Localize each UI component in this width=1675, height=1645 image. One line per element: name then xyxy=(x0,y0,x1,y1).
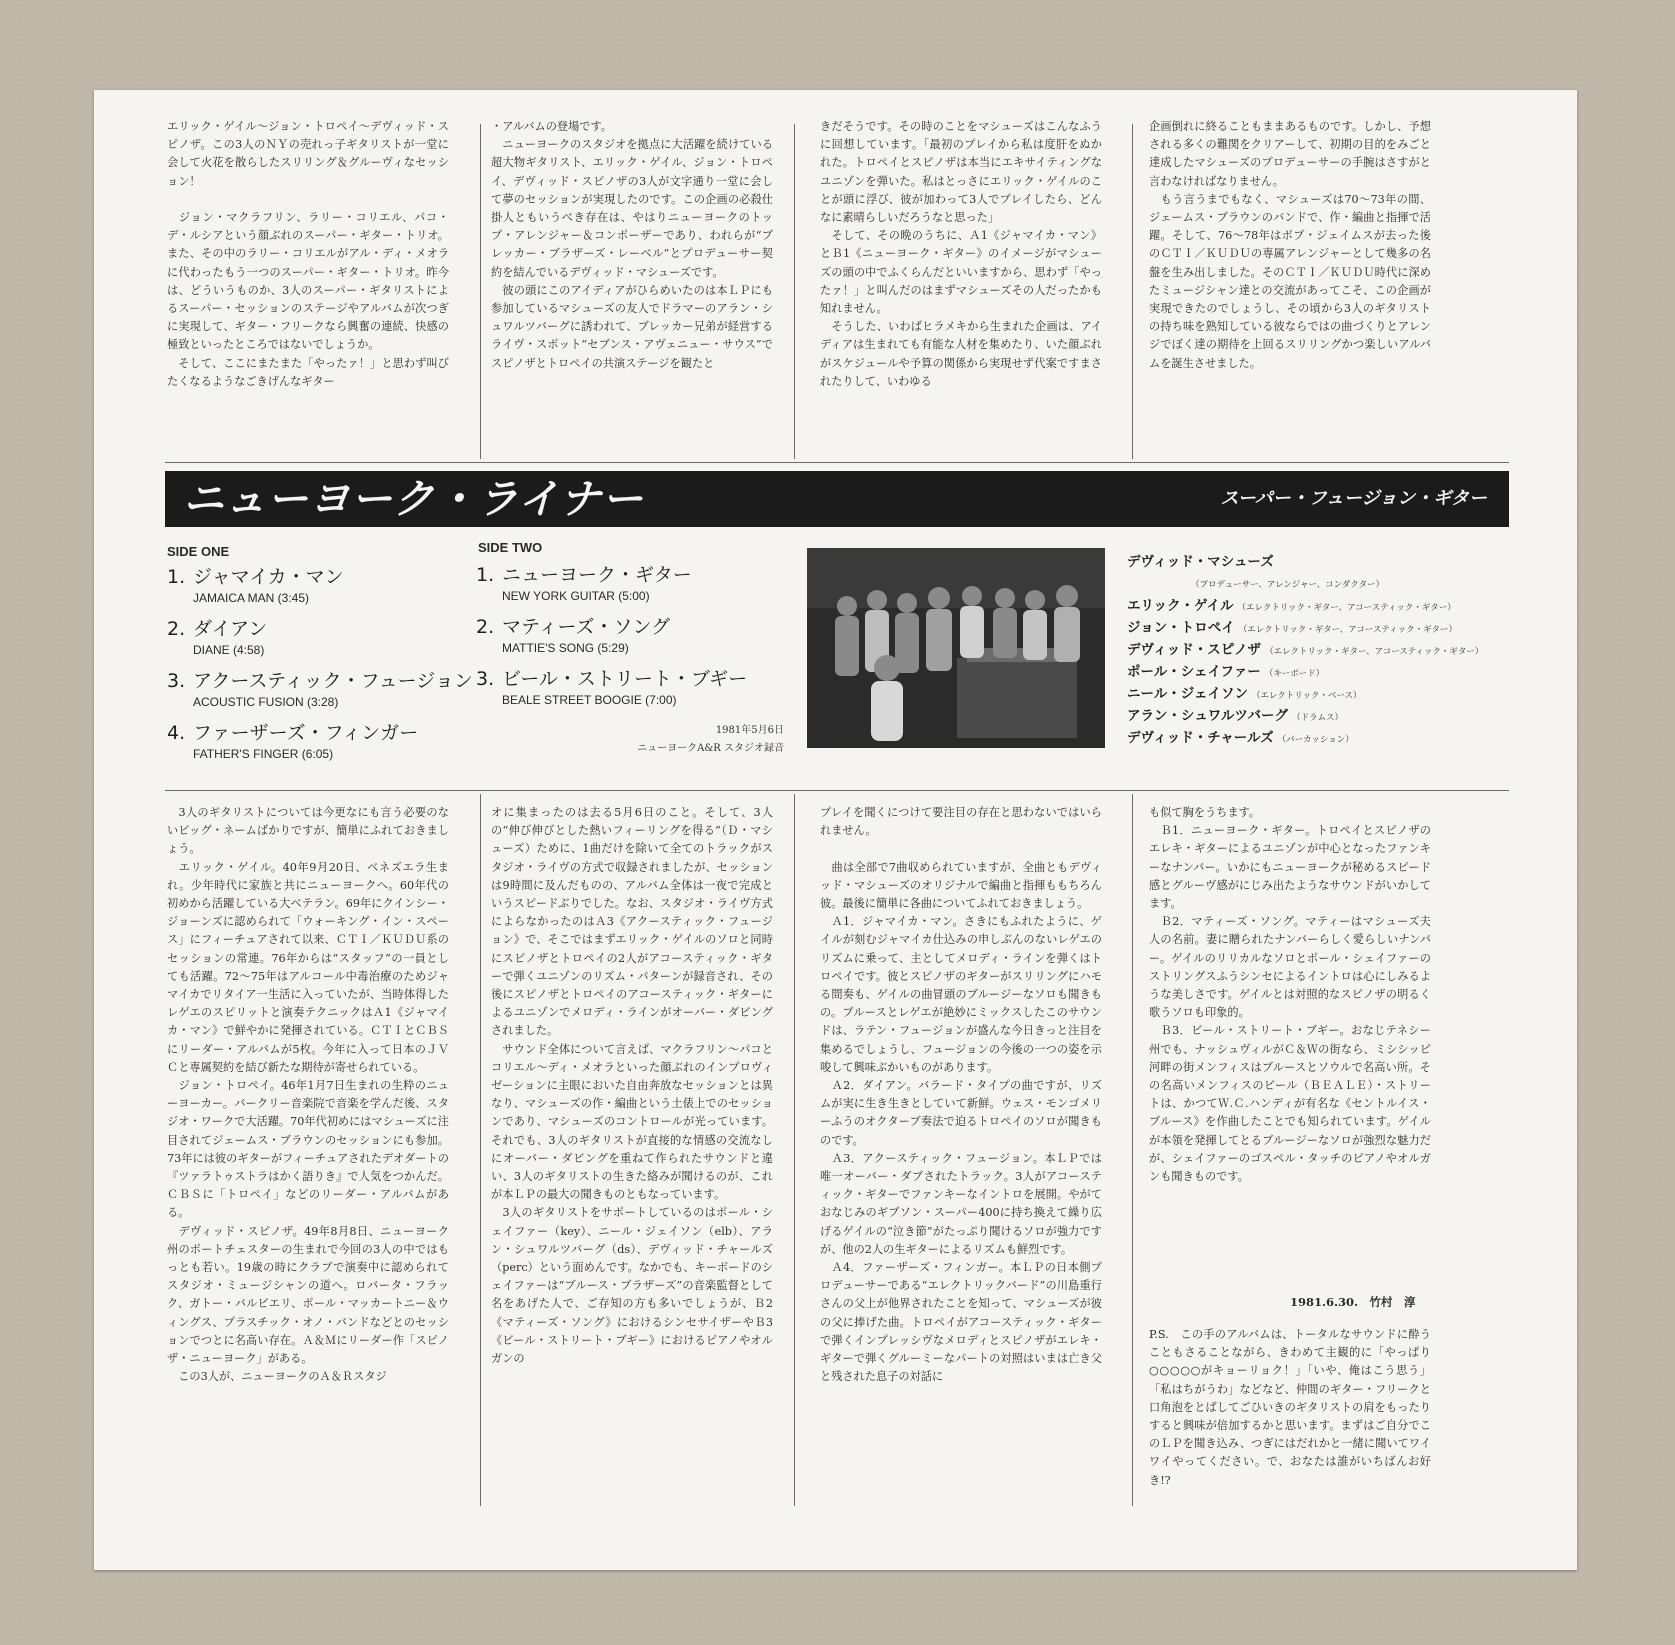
bottom-column-3: プレイを聞くにつけて要注目の存在と思わないではいられません。 曲は全部で7曲収められていますが、全曲ともデヴィッド・マシューズのオリジナルで編曲と指揮ももちろん彼。最後に簡単に各曲についてふれておきましょう。 Ａ1．ジャマイカ・マン。さきにもふれたように、ゲイルが刻むジャマイカ仕込みの申しぶんのないレゲエのリズムに乗って、主としてメロディ・ラインを弾くはトロペイです。彼とスピノザのギターがスリリングにハモる間奏も、ゲイルの曲冒頭のブルージーなソロも聞きもの。ブルースとレゲエが絶妙にミックスしたこのサウンドは、ラテン・フュージョンが盛んな今日きっと注目を集めるでしょうし、フュージョンの今後の一つの姿を示唆して興味ぶかいものがあります。 Ａ2．ダイアン。バラード・タイプの曲ですが、リズムが実に生き生きとしていて新鮮。ウェス・モンゴメリーふうのオクターブ奏法で迫るトロペイのソロが聞きものです。 Ａ3．アクースティック・フュージョン。本ＬＰでは唯一オーバー・ダブされたトラック。3人がアコースティック・ギターでファンキーなイントロを展開。やがておなじみのギブソン・スーパー400に持ち換えて繰り広げるゲイルの“泣き節”がたっぷり聞けるソロが強力ですが、他の2人の生ギターによるリズムも鮮烈です。 Ａ4．ファーザーズ・フィンガー。本ＬＰの日本側プロデューサーである“エレクトリックバード”の川島重行さんの父上が他界されたことを知って、マシューズが彼の父に捧げた曲。トロペイがアコースティック・ギターで弾くインプレッシヴなメロディとスピノザがエレキ・ギターで弾くグルーミーなパートの対照はいまは亡き父と残された息子の対話に xyxy=(820,806,1102,1384)
track-title: ジャマイカ・マン xyxy=(193,566,344,588)
track-english-title: DIANE (4:58) xyxy=(193,643,265,657)
column-divider xyxy=(794,124,795,459)
title-banner xyxy=(165,471,1509,527)
credit-role: （キーボード） xyxy=(1264,669,1325,679)
credit-role: （エレクトリック・ギター、アコースティック・ギター） xyxy=(1238,625,1458,635)
track-number: 2. xyxy=(167,618,186,640)
track-number: 1. xyxy=(167,566,186,588)
top-column-1: エリック・ゲイル〜ジョン・トロペイ〜デヴィッド・スピノザ。この3人のＮＹの売れっ子ギタリストが一堂に会して火花を散らしたスリリング＆グルーヴィなセッション！ ジョン・マクラフリン、ラリー・コリエル、パコ・デ・ルシアという顔ぶれのスーパー・ギター・トリオ。また、その中のラリー・コリエルがアル・ディ・メオラに代わったもう一つのスーパー・ギター・トリオ。昨今は、どういうものか、3人のスーパー・ギタリストによるスーパー・セッションのステージやアルバムが次つぎに実現して、ギター・フリークなら興奮の連続、快感の極致といったところではないでしょうか。 そして、ここにまたまた「やったァ！」と思わず叫びたくなるようなごきげんなギター xyxy=(167,120,449,388)
track-english-title: NEW YORK GUITAR (5:00) xyxy=(502,589,650,603)
credit-row xyxy=(1127,638,1547,660)
credit-row xyxy=(1127,704,1547,726)
track-number: 1. xyxy=(476,564,495,586)
credit-role: （エレクトリック・ベース） xyxy=(1251,691,1362,701)
credit-row xyxy=(1127,660,1547,682)
bottom-column-1: 3人のギタリストについては今更なにも言う必要のないビッグ・ネームばかりですが、簡単にふれておきましょう。 エリック・ゲイル。40年9月20日、ベネズエラ生まれ。少年時代に家族と共にニューヨークへ。60年代の初めから活躍している大ベテラン。69年にクインシー・ジョーンズに認められて「ウォーキング・イン・スペース」にフィーチュアされて以来、ＣＴＩ／ＫＵＤＵ系のセッションの常連。76年からは“スタッフ”の一員としても活躍。72〜75年はアルコール中毒治療のためジャマイカでリタイア一生活に入っていたが、当時体得したレゲエのスピリットと演奏テクニックはＡ1《ジャマイカ・マン》で鮮やかに発揮されている。ＣＴＩとＣＢＳにリーダー・アルバムが5枚。今年に入って日本のＪＶＣと専属契約を結び新たな期待が寄せられている。 ジョン・トロペイ。46年1月7日生まれの生粋のニューヨーカー。バークリー音楽院で音楽を学んだ後、スタジオ・ワークで大活躍。70年代初めにはマシューズに注目されてジェームス・ブラウンのセッションにも参加。73年には彼のギターがフィーチュアされたデオダートの『ツァラトゥストラはかく語りき』で人気をつかんだ。ＣＢＳに「トロペイ」などのリーダー・アルバムがある。 デヴィッド・スピノザ。49年8月8日、ニューヨーク州のポートチェスターの生まれで今回の3人の中ではもっとも若い。19歳の時にクラブで演奏中に認められてスタジオ・ミュージシャンの道へ。ロバータ・フラック、ガトー・バルビエリ、ポール・マッカートニー＆ウィングス、プラスチック・オノ・バンドなどとのセッションでつとに名高い存在。Ａ＆Ｍにリーダー作「スピノザ・ニューヨーク」がある。 この3人が、ニューヨークのＡ＆Ｒスタジ xyxy=(167,806,449,1384)
column-divider xyxy=(480,794,481,1506)
column-divider xyxy=(794,794,795,1506)
track-title: マティーズ・ソング xyxy=(502,616,671,638)
personnel-credits xyxy=(1127,550,1547,748)
credit-role: （エレクトリック・ギター、アコースティック・ギター） xyxy=(1237,603,1456,613)
credit-name: エリック・ゲイル xyxy=(1127,598,1234,614)
recording-date: 1981年5月6日 xyxy=(715,725,784,736)
track-title: ファーザーズ・フィンガー xyxy=(193,722,419,744)
track-item xyxy=(476,562,692,604)
column-divider xyxy=(1132,794,1133,1506)
side-one-label: SIDE ONE xyxy=(167,544,230,559)
credit-role: （パーカッション） xyxy=(1277,735,1354,745)
track-english-title: MATTIE'S SONG (5:29) xyxy=(502,641,629,655)
credit-name: ポール・シェイファー xyxy=(1127,664,1261,680)
credit-name: アラン・シュワルツバーグ xyxy=(1127,708,1289,724)
track-item xyxy=(167,668,473,710)
column-divider xyxy=(480,124,481,459)
credit-name: デヴィッド・スピノザ xyxy=(1127,642,1262,658)
band-photo xyxy=(807,548,1105,748)
track-english-title: JAMAICA MAN (3:45) xyxy=(193,591,310,605)
track-title: ニューヨーク・ギター xyxy=(502,564,692,586)
top-column-2: ・アルバムの登場です。 ニューヨークのスタジオを拠点に大活躍を続けている超大物ギタリスト、エリック・ゲイル、ジョン・トロペイ、デヴィッド・スピノザの3人が文字通り一堂に会して夢のセッションが実現したのです。この企画の必殺仕掛人ともいうべき存在は、やはりニューヨークのトップ・アレンジャー＆コンポーザーであり、われらが“ブレッカー・ブラザーズ・レーベル”とプロデューサー契約を結んでいるデヴィッド・マシューズです。 彼の頭にこのアイディアがひらめいたのは本ＬＰにも参加しているマシューズの友人でドラマーのアラン・シュワルツバーグに誘われて、ブレッカー兄弟が経営するライヴ・スポット“セブンス・アヴェニュー・サウス”でスピノザとトロペイの共演ステージを観たと xyxy=(491,120,773,370)
track-item xyxy=(476,614,670,656)
top-divider-line xyxy=(165,462,1509,463)
track-item xyxy=(167,616,267,658)
bottom-column-4: も似て胸をうちます。 Ｂ1．ニューヨーク・ギター。トロペイとスピノザのエレキ・ギターによるユニゾンが中心となったファンキーなナンバー。いかにもニューヨークが秘めるスピード感とグルーヴ感がにじみ出たようなサウンドがいかしてます。 Ｂ2．マティーズ・ソング。マティーはマシューズ夫人の名前。妻に贈られたナンバーらしく愛らしいナンバー。ゲイルのリリカルなソロとポール・シェイファーのストリングスふうシンセによるイントロは心にしみるような美しさです。ゲイルとは対照的なスピノザの明るく歌うソロも印象的。 Ｂ3．ビール・ストリート・ブギー。おなじテネシー州でも、ナッシュヴィルがＣ＆Ｗの街なら、ミシシッピ河畔の街メンフィスはブルースとソウルで名高い所。その名高いメンフィスのビール（ＢＥＡＬＥ）・ストリートは、かつてＷ.Ｃ.ハンディが有名な《セントルイス・ブルース》を作曲したことでも知られています。ゲイルが本領を発揮してとるブルージーなソロが強烈な魅力だが、シェイファーのゴスペル・タッチのピアノやオルガンも聞きものです。 xyxy=(1149,806,1431,1184)
liner-notes-sheet xyxy=(94,90,1577,1570)
track-number: 3. xyxy=(167,670,186,692)
album-subtitle: スーパー・フュージョン・ギター xyxy=(1220,488,1487,509)
credit-row xyxy=(1127,726,1547,748)
middle-divider-line xyxy=(165,790,1509,791)
top-column-4: 企画倒れに終ることもままあるものです。しかし、予想される多くの難関をクリアーして、初期の目的をみごと達成したマシューズのプロデューサーの手腕はさすがと言わなければなりません。 もう言うまでもなく、マシューズは70〜73年の間、ジェームス・ブラウンのバンドで、作・編曲と指揮で活躍。そして、76〜78年はボブ・ジェイムスが去った後のＣＴＩ／ＫＵＤＵの専属アレンジャーとして幾多の名盤を生み出しました。そのＣＴＩ／ＫＵＤＵ時代に深めたミュージシャン達との交流があってこそ、この企画が実現できたのでしょうし、その頃から3人のギタリストの持ち味を熟知している彼ならではの曲づくりとアレンジでぼく達の期待を上回るスリリングかつ楽しいアルバムを誕生させました。 xyxy=(1149,120,1431,370)
credit-role: （エレクトリック・ギター、アコースティック・ギター） xyxy=(1265,647,1484,657)
credit-name: デヴィッド・チャールズ xyxy=(1127,730,1274,746)
postscript: P.S. この手のアルバムは、トータルなサウンドに酔うこともさることながら、きわめて主観的に「やっぱり○○○○○がキョーリョク！」「いや、俺はこう思う」「私はちがうわ」などなど、仲間のギター・フリークと口角泡をとばしてごひいきのギタリストの肩をもったりすると興味が倍加するかと思います。まずはご自分でこのＬＰを聞き込み、つぎにはだれかと一緒に聞いてワイワイやってください。で、おなたは誰がいちばんお好き!? xyxy=(1149,1328,1431,1487)
credit-row xyxy=(1127,572,1547,594)
column-divider xyxy=(1132,124,1133,459)
track-number: 3. xyxy=(476,668,495,690)
credit-name: ニール・ジェイソン xyxy=(1127,686,1248,702)
credit-name: ジョン・トロペイ xyxy=(1127,620,1235,636)
track-english-title: FATHER'S FINGER (6:05) xyxy=(193,747,334,761)
track-item xyxy=(476,666,747,708)
track-number: 4. xyxy=(167,722,186,744)
credit-name: デヴィッド・マシューズ xyxy=(1127,554,1274,570)
credit-row xyxy=(1127,616,1547,638)
author-signature: 1981.6.30. 竹村 淳 xyxy=(1290,1295,1416,1309)
bottom-column-2: オに集まったのは去る5月6日のこと。そして、3人の“伸び伸びとした熱いフィーリングを得る”（Ｄ・マシューズ）ために、1曲だけを除いて全てのトラックがスタジオ・ライヴの方式で収録されましたが、セッションは9時間に及んだものの、アルバム全体は一夜で完成というスピードぶりでした。なお、スタジオ・ライヴ方式によらなかったのはＡ3《アクースティック・フュージョン》で、そこではまずエリック・ゲイルのソロと同時にスピノザとトロペイの2人がアコースティック・ギターで弾くユニゾンのリズム・パターンが録音され、その後にスピノザとトロペイのアコースティック・ギターによるユニゾンでメロディ・ラインがオーバー・ダビングされました。 サウンド全体について言えば、マクラフリン〜パコとコリエル〜ディ・メオラといった顔ぶれのインプロヴィゼーションに主眼においた自由奔放なセッションとは異なり、マシューズの作・編曲という土俵上でのセッションであり、マシューズのコントロールが光っています。それでも、3人のギタリストが直接的な情感の交流なしにオーバー・ダビングを重ねて作られたサウンドと違い、3人のギタリストの生きた絡みが聞けるのが、これが本ＬＰの最大の聞きものともなっています。 3人のギタリストをサポートしているのはポール・シェイファー（key）、ニール・ジェイソン（elb）、アラン・シュワルツバーグ（ds）、デヴィッド・チャールズ（perc）という面めんです。なかでも、キーボードのシェイファーは“ブルース・ブラザーズ”の音楽監督として名をあげた人で、ご存知の方も多いでしょうが、Ｂ2《マティーズ・ソング》におけるシンセサイザーやＢ3《ビール・ストリート・ブギー》におけるピアノやオルガンの xyxy=(491,806,773,1366)
track-english-title: BEALE STREET BOOGIE (7:00) xyxy=(502,693,677,707)
track-item xyxy=(167,564,344,606)
track-title: ビール・ストリート・ブギー xyxy=(502,668,748,690)
recording-studio: ニューヨークA&R スタジオ録音 xyxy=(637,743,784,754)
track-number: 2. xyxy=(476,616,495,638)
album-title: ニューヨーク・ライナー xyxy=(183,475,644,523)
track-title: アクースティック・フュージョン xyxy=(193,670,473,692)
credit-role: （ドラムス） xyxy=(1292,713,1343,723)
side-two-label: SIDE TWO xyxy=(478,540,543,555)
track-item xyxy=(167,720,418,762)
track-english-title: ACOUSTIC FUSION (3:28) xyxy=(193,695,339,709)
track-title: ダイアン xyxy=(193,618,268,640)
credit-row xyxy=(1127,682,1547,704)
credit-row xyxy=(1127,594,1547,616)
top-column-3: きだそうです。その時のことをマシューズはこんなふうに回想しています。「最初のプレイから私は度肝をぬかれた。トロペイとスピノザは本当にエキサイティングなユニゾンを弾いた。私はとっさにエリック・ゲイルのことが頭に浮び、彼が加わって3人でプレイしたら、どんなに素晴らしいだろうなと思った」 そして、その晩のうちに、Ａ1《ジャマイカ・マン》とＢ1《ニューヨーク・ギター》のイメージがマシューズの頭の中でふくらんだといいますから、思わず「やったァ！」と叫んだのはまずマシューズその人だったかも知れません。 そうした、いわばヒラメキから生まれた企画は、アイディアは生まれても有能な人材を集めたり、いた顔ぶれがスケジュールや予算の関係から実現せず代案ですまされたりして、いわゆる xyxy=(820,120,1102,388)
credit-row xyxy=(1127,550,1547,572)
credit-role: （プロデューサー、アレンジャー、コンダクター） xyxy=(1191,580,1385,590)
